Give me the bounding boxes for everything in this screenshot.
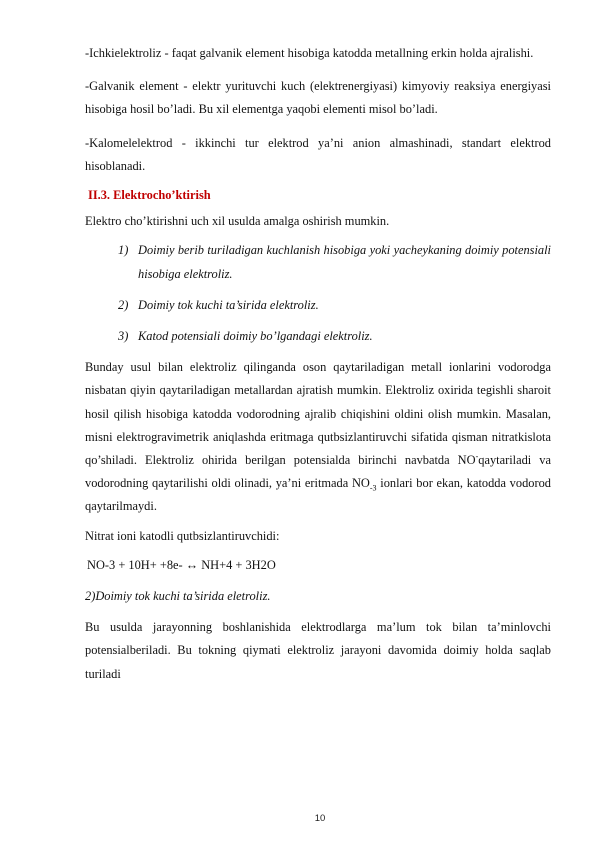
chemical-equation: NO-3 + 10H+ +8e- ↔ NH+4 + 3H2O: [87, 557, 276, 572]
list-item-text: Doimiy tok kuchi ta’sirida elektroliz.: [138, 297, 319, 312]
list-item-text: Katod potensiali doimiy bo’lgandagi elektroliz.: [138, 329, 373, 344]
list-item-number: 3): [118, 329, 129, 344]
superscript-minus: -: [475, 451, 479, 461]
paragraph-nitrat-ioni: Nitrat ioni katodli qutbsizlantiruvchidi:: [85, 528, 280, 543]
list-item: [85, 325, 551, 348]
subscript-minus-3: -3: [369, 483, 377, 493]
subsection-title: 2)Doimiy tok kuchi ta’sirida eletroliz.: [85, 589, 271, 604]
paragraph-kalomelelektrod: -Kalomelelektrod - ikkinchi tur elektrod ya’ni anion almashinadi, standart elektrod hisoblanadi.: [85, 135, 551, 173]
paragraph-bunday-usul: [85, 356, 551, 518]
paragraph-doimiy-tok: Bu usulda jarayonning boshlanishida elektrodlarga ma’lum tok bilan ta’minlovchi potensialberiladi. Bu tokning qiymati elektroliz jarayoni davomida doimiy holda saqlab turiladi: [85, 620, 551, 681]
paragraph-text-part: qaytariladi va vodorodning qaytarilishi oldi olinadi, ya’ni eritmada NO: [85, 453, 551, 491]
list-item-number: 2): [118, 297, 129, 312]
methods-list: [85, 239, 551, 348]
paragraph-text-part: Bunday usul bilan elektroliz qilinganda oson qaytariladigan metall ionlarini vodorodga nisbatan qiyin qaytariladigan metallardan ajratish mumkin. Elektroliz oxirida tegishli sharoit hosil qilish hisobiga katodda vodorodning ajralib chiqishini oldini olish mumkin. Masalan, misni elektrogravimetrik aniqlashda eritmaga qutbsizlantiruvchi sifatida qisman nitratkislota qo’shiladi. Elektroliz ohirida berilgan potensialda birinchi navbatda NO: [85, 360, 551, 468]
list-item: [85, 239, 551, 285]
section-intro: Elektro cho’ktirishni uch xil usulda amalga oshirish mumkin.: [85, 214, 390, 229]
page-number: 10: [314, 813, 326, 824]
list-item: [85, 294, 551, 317]
section-heading: II.3. Elektrocho’ktirish: [88, 188, 211, 203]
list-item-text: Doimiy berib turiladigan kuchlanish hisobiga yoki yacheykaning doimiy potensiali hisobiga elektroliz.: [138, 243, 551, 281]
document-page: [85, 42, 551, 696]
paragraph-text-part: ionlari bor ekan, katodda vodorod qaytarilmaydi.: [85, 476, 551, 514]
list-item-number: 1): [118, 243, 129, 258]
paragraph-galvanik-element: -Galvanik element - elektr yurituvchi kuch (elektrenergiyasi) kimyoviy reaksiya energiyasi hisobiga hosil bo’ladi. Bu xil elementga yaqobi elementi misol bo’ladi.: [85, 79, 551, 117]
paragraph-ichkielektroliz: -Ichkielektroliz - faqat galvanik element hisobiga katodda metallning erkin holda ajralishi.: [85, 46, 534, 60]
